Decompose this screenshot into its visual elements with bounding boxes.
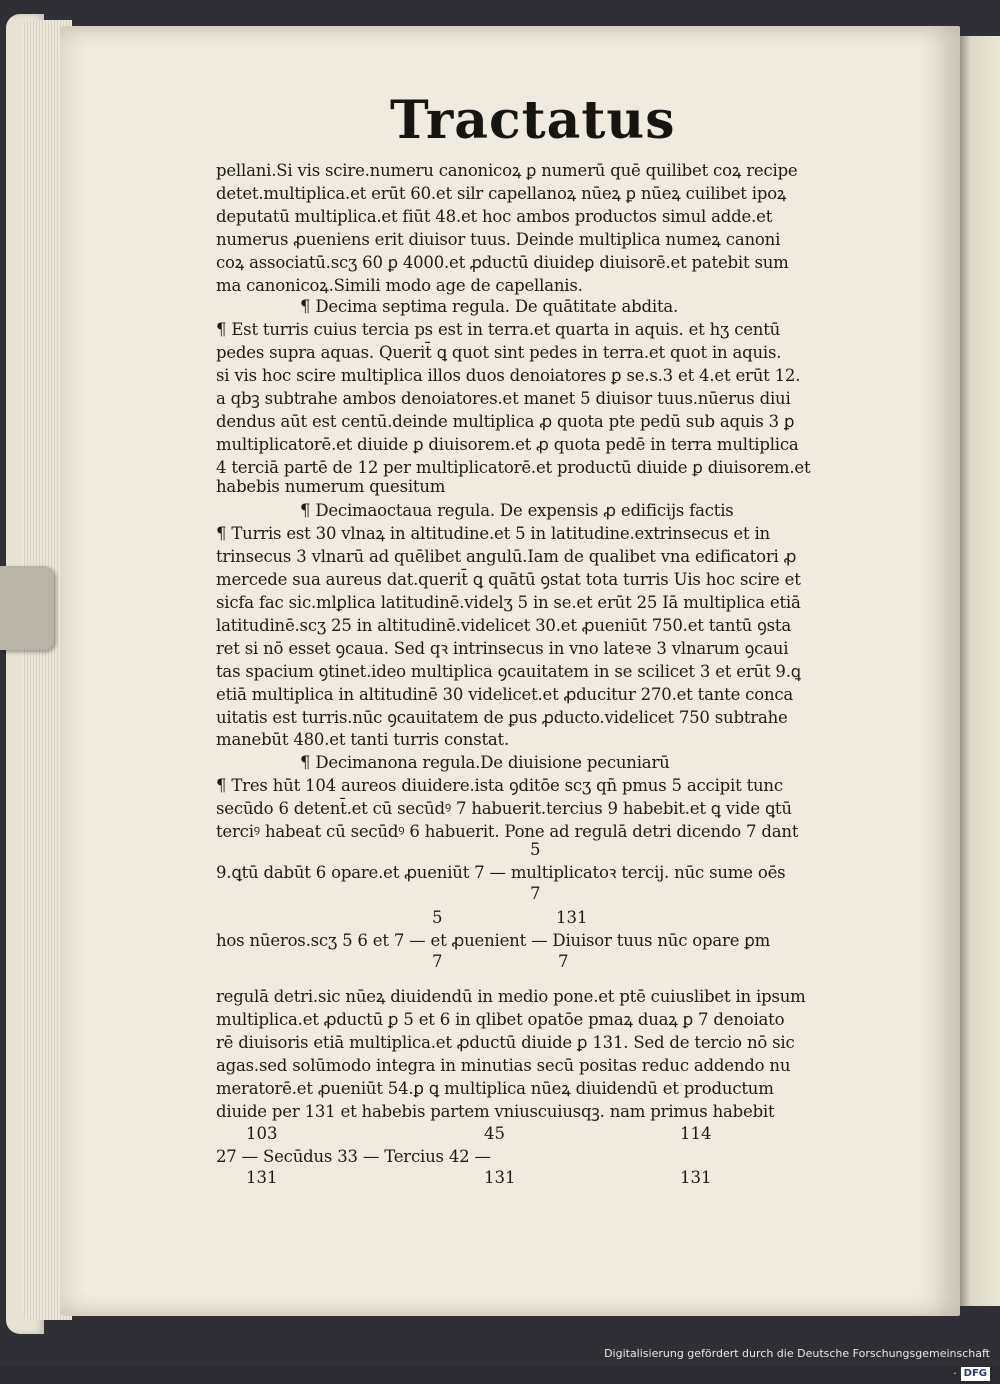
rule-heading: ¶ Decimanona regula.De diuisione pecuniarū [300,753,670,772]
fraction-numerator: 5 [530,840,541,859]
text-line: diuide per 131 et habebis partem vniuscuiusqꝫ. nam primus habebit [216,1102,775,1121]
fraction-numerator: 45 [484,1124,505,1143]
text-line: manebūt 480.et tanti turris constat. [216,730,509,749]
fraction-denominator: 131 [484,1168,516,1187]
text-line: rē diuisoris etiā multiplica.et ꝓductū diuide ꝑ 131. Sed de tercio nō sic [216,1033,795,1052]
fraction-numerator: 114 [680,1124,712,1143]
text-line: deputatū multiplica.et fiūt 48.et hoc ambos productos simul adde.et [216,207,773,226]
text-line: mercede sua aureus dat.querit̄ ꝗ quātū ꝯstat tota turris Uis hoc scire et [216,570,801,589]
text-line: ma canonicoꝝ.Simili modo age de capellanis. [216,276,583,295]
rule-heading: ¶ Decimaoctaua regula. De expensis ꝓ edificijs factis [300,501,734,520]
text-line: habebis numerum quesitum [216,477,446,496]
text-line: terciꝰ habeat cū secūdꝰ 6 habuerit. Pone ad regulā detri dicendo 7 dant [216,822,799,841]
text-line: uitatis est turris.nūc ꝯcauitatem de ꝑus ꝓducto.videlicet 750 subtrahe [216,708,788,727]
text-line: ¶ Turris est 30 vlnaꝝ in altitudine.et 5 in latitudine.extrinsecus et in [216,524,770,543]
text-line: multiplica.et ꝓductū ꝑ 5 et 6 in qlibet opatōe pmaꝝ duaꝝ ꝑ 7 denoiato [216,1010,785,1029]
text-line: sicfa fac sic.mlꝑlica latitudinē.videlʒ 5 in se.et erūt 25 Iā multiplica etiā [216,593,801,612]
fraction-denominator: 7 [558,952,569,971]
text-line: ¶ Tres hūt 104 aureos diuidere.ista ꝯditōe scʒ qn̄ pmus 5 accipit tunc [216,776,783,795]
dfg-logo: DFG [961,1367,990,1381]
fraction-denominator: 7 [432,952,443,971]
text-line: 9.ꝗtū dabūt 6 opare.et ꝓueniūt 7 — multiplicatoꝛ tercij. nūc sume oēs [216,863,786,882]
text-line: pedes supra aquas. Querit̄ ꝗ quot sint pedes in terra.et quot in aquis. [216,343,782,362]
text-line: coꝝ associatū.scʒ 60 ꝑ 4000.et ꝓductū diuideꝑ diuisorē.et patebit sum [216,253,789,272]
text-line: hos nūeros.scʒ 5 6 et 7 — et ꝓuenient — Diuisor tuus nūc opare ꝑm [216,931,771,950]
text-line: ret si nō esset ꝯcaua. Sed qꝛ intrinsecus in vno lateꝛe 3 vlnarum ꝯcaui [216,639,789,658]
fraction-denominator: 131 [246,1168,278,1187]
fraction-numerator: 5 [432,908,443,927]
text-line: meratorē.et ꝓueniūt 54.ꝑ ꝗ multiplica nūeꝝ diuidendū et productum [216,1079,774,1098]
text-line: tas spacium ꝯtinet.ideo multiplica ꝯcauitatem in se scilicet 3 et erūt 9.ꝗ [216,662,801,681]
fraction-numerator: 131 [556,908,588,927]
fraction-denominator: 7 [530,884,541,903]
rule-heading: ¶ Decima septima regula. De quātitate abdita. [300,297,679,316]
text-line: numerus ꝓueniens erit diuisor tuus. Deinde multiplica numeꝝ canoni [216,230,781,249]
text-line: regulā detri.sic nūeꝝ diuidendū in medio pone.et ptē cuiuslibet in ipsum [216,987,806,1006]
text-line: 27 — Secūdus 33 — Tercius 42 — [216,1147,491,1166]
fraction-numerator: 103 [246,1124,278,1143]
digitization-footer [600,1344,990,1380]
text-line: trinsecus 3 vlnarū ad quēlibet angulū.Iam de qualibet vna edificatori ꝓ [216,547,797,566]
text-line: detet.multiplica.et erūt 60.et silr capellanoꝝ nūeꝝ ꝑ nūeꝝ cuilibet ipoꝝ [216,184,787,203]
text-line: si vis hoc scire multiplica illos duos denoiatores ꝑ se.s.3 et 4.et erūt 12. [216,366,801,385]
footer-text: Digitalisierung gefördert durch die Deutsche Forschungsgemeinschaft · [604,1347,990,1380]
fraction-denominator: 131 [680,1168,712,1187]
text-line: multiplicatorē.et diuide ꝑ diuisorem.et ꝓ quota pedē in terra multiplica [216,435,799,454]
running-header: Tractatus [390,90,676,151]
text-line: pellani.Si vis scire.numeru canonicoꝝ ꝑ numerū quē quilibet coꝝ recipe [216,161,798,180]
facing-page-edge [958,36,1000,1306]
text-line: a qbꝫ subtrahe ambos denoiatores.et manet 5 diuisor tuus.nūerus diui [216,389,791,408]
text-line: agas.sed solūmodo integra in minutias secū positas reduc addendo nu [216,1056,791,1075]
text-line: dendus aūt est centū.deinde multiplica ꝓ quota pte pedū sub aquis 3 ꝑ [216,412,795,431]
text-line: latitudinē.scʒ 25 in altitudinē.videlicet 30.et ꝓueniūt 750.et tantū ꝯsta [216,616,791,635]
text-line: ¶ Est turris cuius tercia ps est in terra.et quarta in aquis. et hʒ centū [216,320,781,339]
text-line: secūdo 6 detent̄.et cū secūdꝰ 7 habuerit.tercius 9 habebit.et ꝗ vide ꝗtū [216,799,792,818]
text-line: etiā multiplica in altitudinē 30 videlicet.et ꝓducitur 270.et tante conca [216,685,794,704]
book-clasp [0,566,54,650]
text-line: 4 terciā partē de 12 per multiplicatorē.et productū diuide ꝑ diuisorem.et [216,458,811,477]
